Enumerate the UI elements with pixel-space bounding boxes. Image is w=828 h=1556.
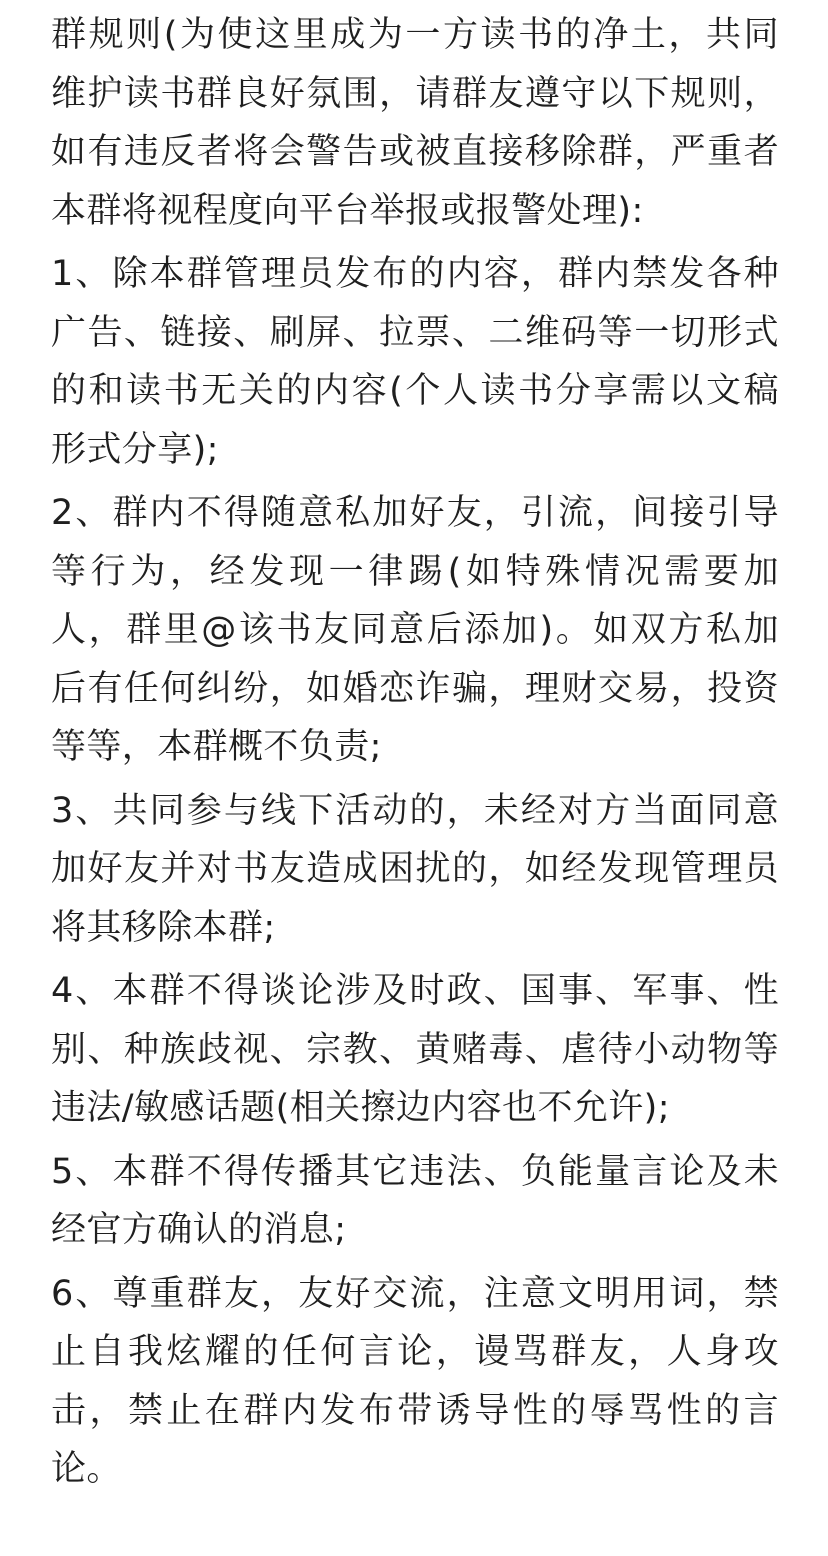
intro-line-3: 如有违反者将会警告或被直接移除群，严重者 [51, 132, 779, 172]
rule-6-line-3: 击，禁止在群内发布带诱导性的辱骂性的言 [51, 1390, 779, 1431]
rule-1-line-4: 形式分享); [51, 429, 219, 470]
rule-3-line-3: 将其移除本群; [51, 907, 276, 948]
rule-2-line-2: 等行为，经发现一律踢(如特殊情况需要加 [51, 551, 779, 592]
rule-3-paragraph [51, 782, 779, 958]
rule-4-line-2: 别、种族歧视、宗教、黄赌毒、虐待小动物等 [51, 1029, 779, 1070]
rule-4-paragraph [51, 962, 779, 1138]
rule-1-line-2: 广告、链接、刷屏、拉票、二维码等一切形式 [51, 312, 779, 353]
rule-5-line-2: 经官方确认的消息; [51, 1210, 347, 1250]
rule-6-line-2: 止自我炫耀的任何言论，谩骂群友，人身攻 [51, 1332, 779, 1372]
rule-3-line-2: 加好友并对书友造成困扰的，如经发现管理员 [51, 849, 779, 889]
intro-paragraph [51, 6, 779, 240]
rule-2-line-5: 等等，本群概不负责; [51, 727, 382, 767]
rule-2-line-3: 人，群里@该书友同意后添加)。如双方私加 [51, 610, 779, 650]
rule-1-line-1: 1、除本群管理员发布的内容，群内禁发各种 [51, 254, 779, 294]
rule-1-paragraph [51, 245, 779, 479]
rule-5-paragraph [51, 1143, 779, 1260]
rule-5-line-1: 5、本群不得传播其它违法、负能量言论及未 [51, 1151, 779, 1192]
intro-line-4: 本群将视程度向平台举报或报警处理): [51, 190, 644, 231]
rule-6-line-4: 论。 [51, 1449, 122, 1489]
rule-6-line-1: 6、尊重群友，友好交流，注意文明用词，禁 [51, 1273, 779, 1314]
rule-2-line-4: 后有任何纠纷，如婚恋诈骗，理财交易，投资 [51, 668, 779, 709]
intro-line-2: 维护读书群良好氛围，请群友遵守以下规则， [51, 73, 779, 114]
rule-2-paragraph [51, 484, 779, 777]
rule-4-line-3: 违法/敏感话题(相关擦边内容也不允许); [51, 1088, 670, 1128]
intro-line-1: 群规则(为使这里成为一方读书的净土，共同 [51, 15, 779, 55]
group-rules-document [51, 6, 779, 1504]
rule-1-line-3: 的和读书无关的内容(个人读书分享需以文稿 [51, 371, 779, 411]
rule-3-line-1: 3、共同参与线下活动的，未经对方当面同意 [51, 790, 779, 831]
rule-4-line-1: 4、本群不得谈论涉及时政、国事、军事、性 [51, 971, 779, 1011]
rule-6-paragraph [51, 1265, 779, 1499]
rule-2-line-1: 2、群内不得随意私加好友，引流，间接引导 [51, 493, 779, 533]
